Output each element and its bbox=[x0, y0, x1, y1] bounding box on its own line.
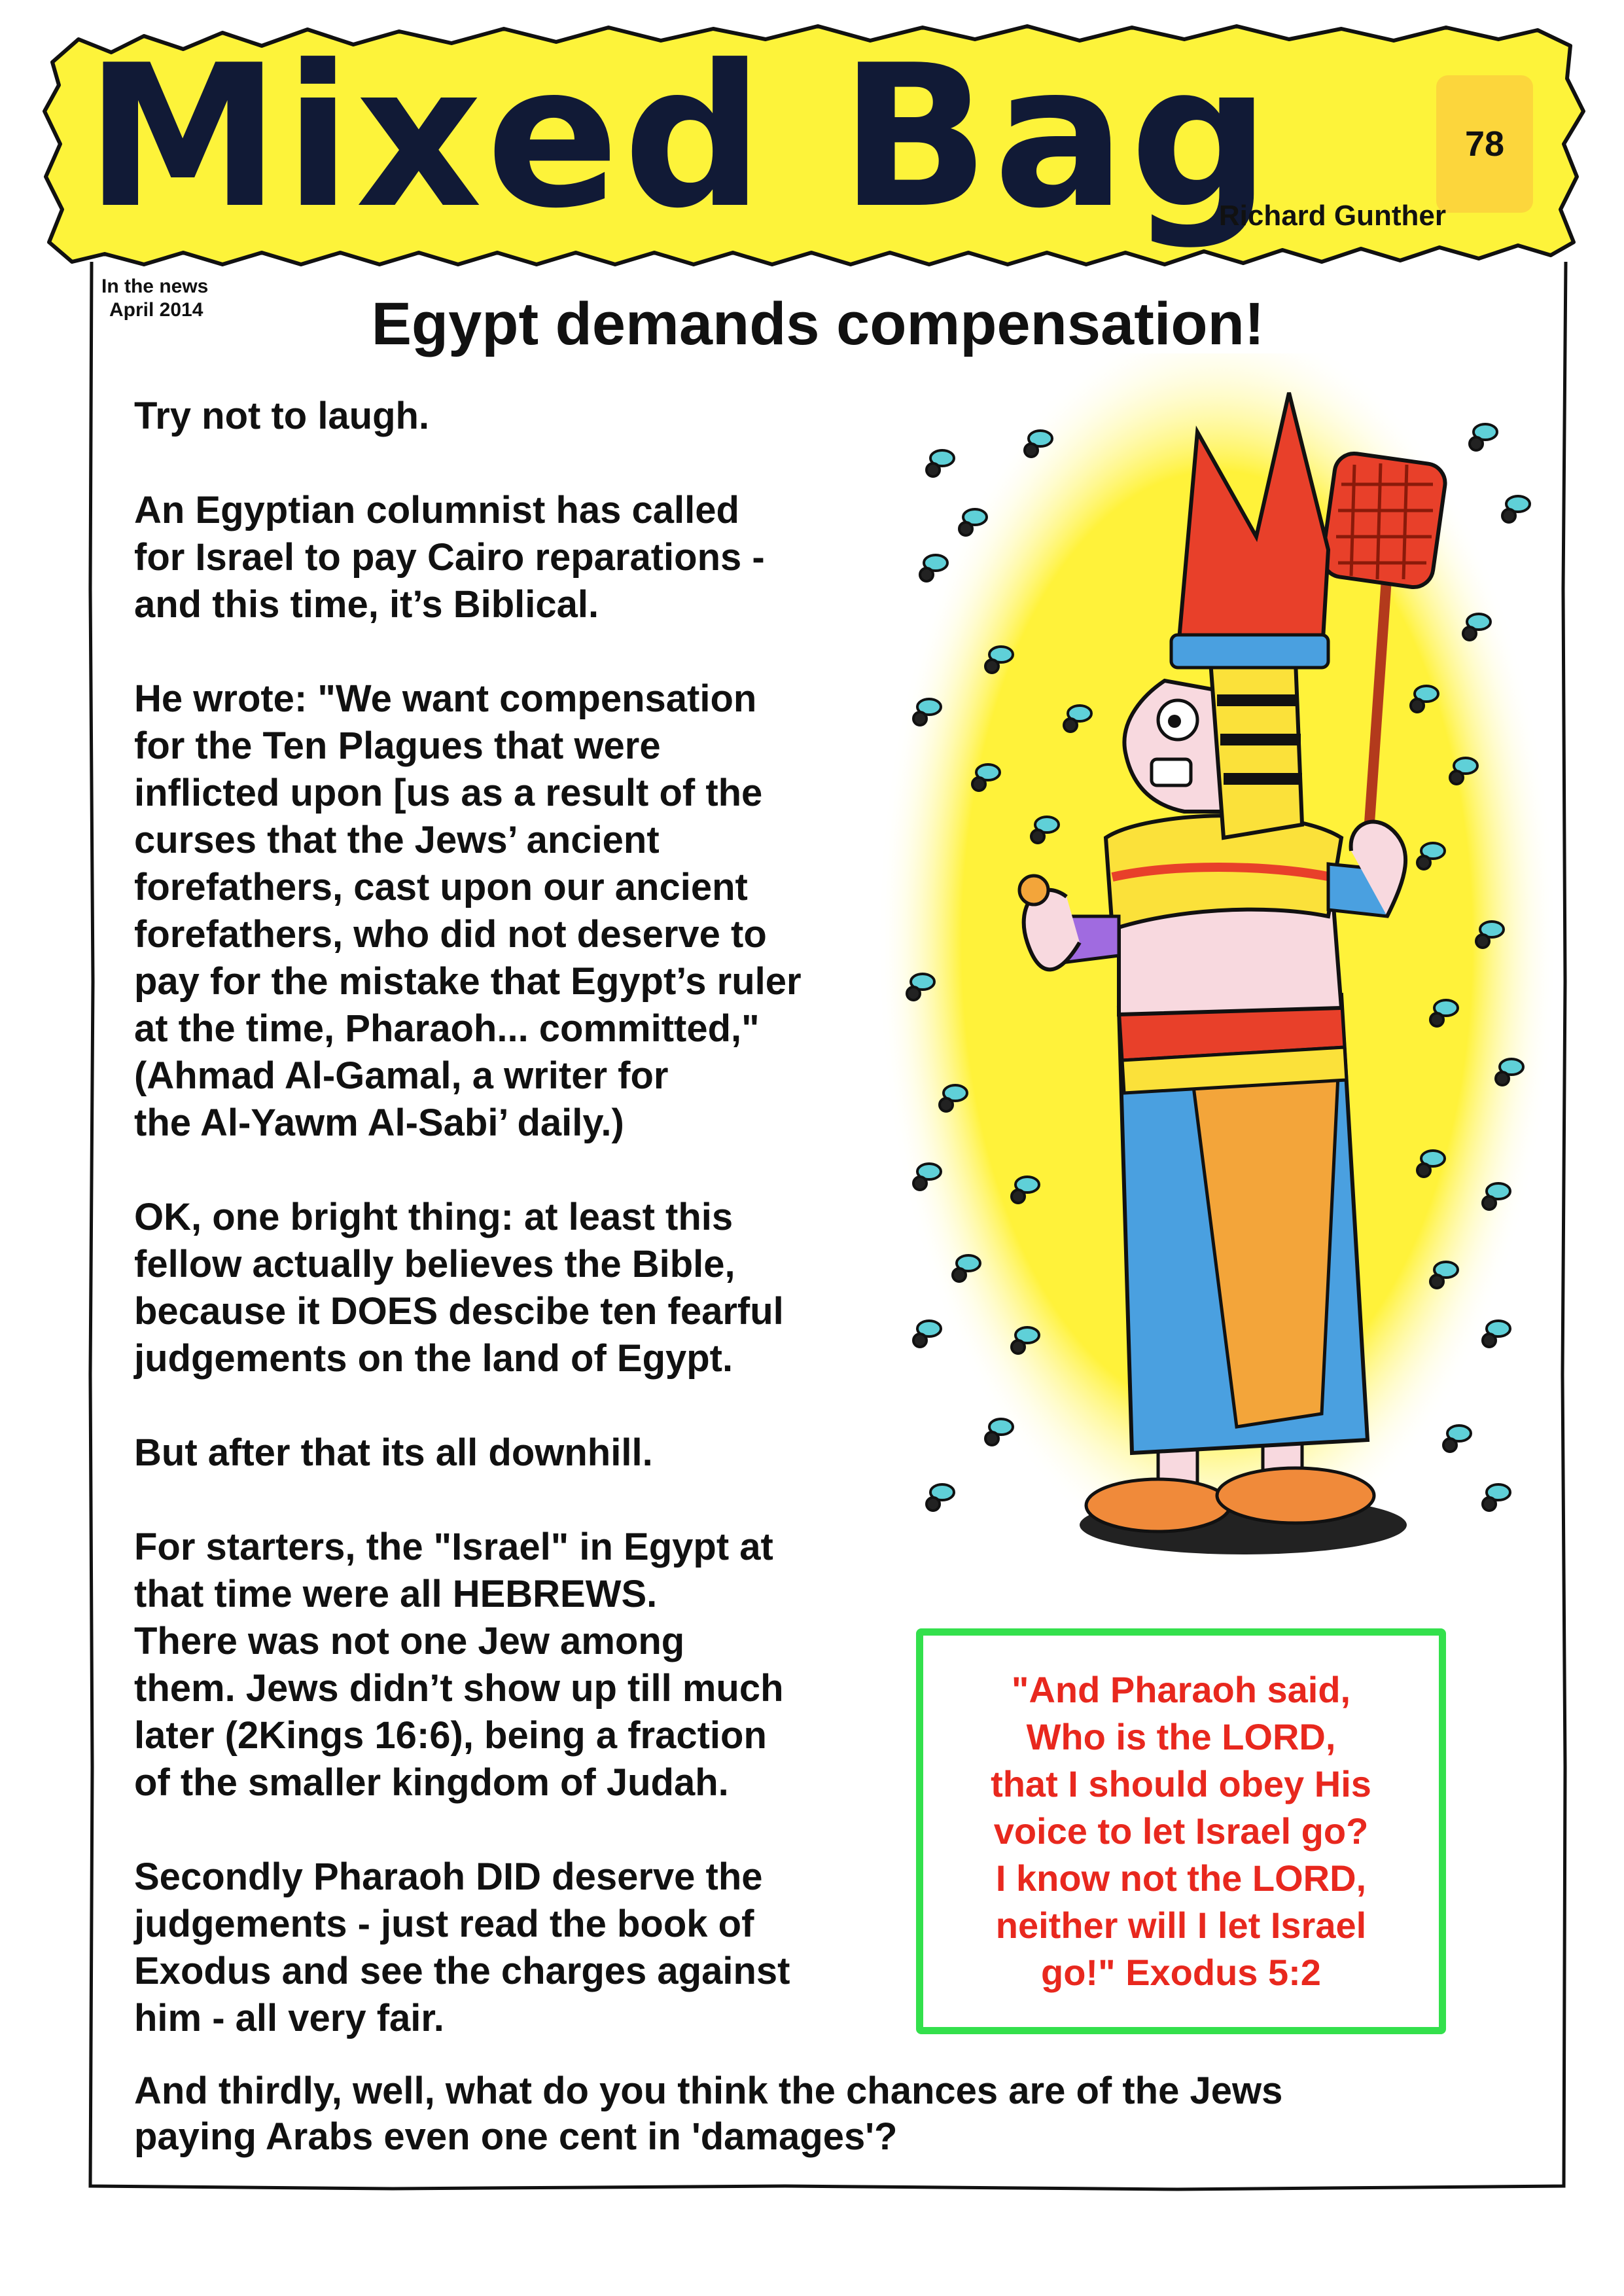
pharaoh-illustration bbox=[870, 353, 1557, 1597]
news-tag-label: In the news bbox=[101, 276, 209, 297]
article-paragraph: Try not to laugh. bbox=[134, 395, 430, 437]
article-paragraph: He wrote: "We want compensation for the Ten Plagues that were inflicted upon [us as a result of the curses that the Jews’ ancient forefathers, cast upon our ancient forefathers, who did not deserve to pay for the mistake that Egypt’s ruler at the time, Pharaoh... committed," (Ahmad Al-Gamal, a writer for the Al-Yawm Al-Sabi’ daily.) bbox=[134, 677, 802, 1144]
closing-paragraph: And thirdly, well, what do you think the chances are of the Jews paying Arabs even one cent in 'damages'? bbox=[134, 2070, 1283, 2158]
fly-icon bbox=[1502, 496, 1530, 522]
article-paragraph: An Egyptian columnist has called for Israel to pay Cairo reparations - and this time, it’s Biblical. bbox=[134, 489, 765, 626]
article-paragraph: But after that its all downhill. bbox=[134, 1431, 653, 1474]
fly-icon bbox=[985, 1419, 1013, 1445]
news-tag-date: April 2014 bbox=[109, 299, 203, 321]
article-paragraph: OK, one bright thing: at least this fellow actually believes the Bible, because it DOES descibe ten fearful judgements on the land of Egypt. bbox=[134, 1196, 784, 1380]
article-closing bbox=[134, 2068, 1508, 2160]
fly-icon bbox=[1483, 1321, 1510, 1347]
pharaoh-skirt bbox=[1119, 995, 1368, 1453]
masthead-title: Mixed Bag bbox=[85, 23, 1275, 251]
article-body bbox=[134, 393, 919, 2089]
headline: Egypt demands compensation! bbox=[371, 291, 1265, 357]
fly-icon bbox=[1483, 1484, 1510, 1511]
scripture-quote-box bbox=[916, 1628, 1446, 2034]
scripture-quote-text: "And Pharaoh said, Who is the LORD, that I should obey His voice to let Israel go? I know not the LORD, neither will I let Israel go!" Exodus 5:2 bbox=[991, 1669, 1371, 1993]
fly-icon bbox=[927, 1484, 954, 1511]
fly-icon bbox=[927, 450, 954, 476]
fly-icon bbox=[913, 1321, 941, 1347]
fly-icon bbox=[1443, 1426, 1471, 1452]
issue-number: 78 bbox=[1464, 124, 1505, 164]
author-name: Richard Gunther bbox=[1218, 200, 1446, 232]
article-paragraph: For starters, the "Israel" in Egypt at that time were all HEBREWS. There was not one Jew among them. Jews didn’t show up till much later (2Kings 16:6), being a fraction of the smaller kingdom of Judah. bbox=[134, 1526, 784, 1804]
fly-icon bbox=[1470, 424, 1497, 450]
article-paragraph: Secondly Pharaoh DID deserve the judgements - just read the book of Exodus and see the charges against him - all very fair. bbox=[134, 1856, 790, 2039]
